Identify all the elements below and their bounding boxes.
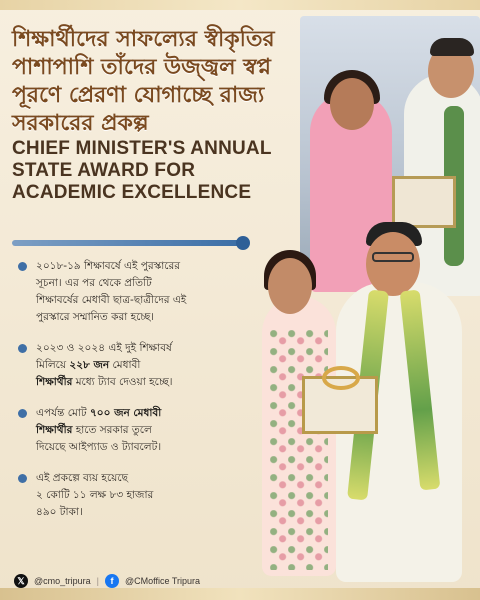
fact-highlight: ২২৮ জন: [69, 359, 110, 371]
fact-text: মিলিয়ে: [36, 359, 70, 371]
bottom-border: [0, 588, 480, 600]
bullet-icon: [18, 409, 27, 418]
fact-text: মেধাবী: [109, 359, 141, 371]
headline-line: শিক্ষার্থীদের সাফল্যের স্বীকৃতির: [12, 27, 275, 52]
fact-text: মধ্যে ট্যাব দেওয়া হচ্ছে।: [72, 376, 173, 388]
fact-item: [18, 340, 250, 391]
fact-list: [18, 258, 250, 535]
fact-highlight: শিক্ষার্থীর: [36, 424, 73, 436]
award-title: [12, 138, 312, 204]
main-photo-student-kurta: [270, 330, 328, 570]
fact-item: [18, 470, 250, 521]
fact-line: ৪৯০ টাকা।: [36, 506, 83, 518]
divider-end-dot: [236, 236, 250, 250]
fact-line: সূচনা। এর পর থেকে প্রতিটি: [36, 277, 152, 289]
award-title-line: STATE AWARD FOR: [12, 160, 196, 181]
top-photo-minister-hair: [430, 38, 474, 56]
fact-item: [18, 258, 250, 326]
x-handle-link[interactable]: @cmo_tripura: [34, 576, 91, 586]
fact-line: ২০২৩ ও ২০২৪ এই দুই শিক্ষাবর্ষ: [36, 342, 172, 354]
fact-line: ২ কোটি ১১ লক্ষ ৮৩ হাজার: [36, 489, 154, 501]
glasses-icon: [372, 252, 414, 262]
fact-highlight: ৭০০ জন মেধাবী: [89, 407, 162, 419]
fact-line: দিয়েছে আইপ্যাড ও ট্যাবলেট।: [36, 441, 162, 453]
award-title-line: ACADEMIC EXCELLENCE: [12, 182, 252, 203]
main-photo-minister-face: [366, 232, 420, 296]
fact-highlight: শিক্ষার্থীর: [36, 376, 73, 388]
gift-ribbon-icon: [322, 366, 360, 390]
top-photo-student-face: [330, 78, 374, 130]
bullet-icon: [18, 474, 27, 483]
fact-line: [36, 374, 250, 391]
section-divider: [12, 240, 242, 246]
bullet-icon: [18, 262, 27, 271]
fact-line: [36, 422, 250, 439]
fact-line: এই প্রকল্পে ব্যয় হয়েছে: [36, 472, 128, 484]
fact-line: ২০১৮-১৯ শিক্ষাবর্ষে এই পুরস্কারের: [36, 260, 181, 272]
fact-text: এপর্যন্ত মোট: [36, 407, 90, 419]
headline: [12, 26, 334, 138]
headline-line: পূরণে প্রেরণা যোগাচ্ছে রাজ্য: [12, 83, 265, 108]
fact-line: [36, 357, 250, 374]
x-logo-icon[interactable]: 𝕏: [14, 574, 28, 588]
fact-item: [18, 405, 250, 456]
fact-text: হাতে সরকার তুলে: [72, 424, 152, 436]
headline-line: সরকারের প্রকল্প: [12, 111, 149, 136]
facebook-handle-link[interactable]: @CMoffice Tripura: [125, 576, 200, 586]
fact-line: পুরস্কারে সম্মানিত করা হচ্ছে।: [36, 311, 155, 323]
facebook-icon[interactable]: f: [105, 574, 119, 588]
bullet-icon: [18, 344, 27, 353]
top-border: [0, 0, 480, 10]
headline-line: পাশাপাশি তাঁদের উজ্জ্বল স্বপ্ন: [12, 55, 272, 80]
footer-separator: |: [96, 576, 99, 586]
social-footer: [14, 574, 200, 588]
award-title-line: CHIEF MINISTER'S ANNUAL: [12, 138, 272, 159]
top-photo-gift-box: [392, 176, 456, 228]
main-photo-student-face: [268, 258, 312, 314]
fact-line: [36, 405, 250, 422]
fact-line: শিক্ষাবর্ষের মেধাবী ছাত্র-ছাত্রীদের এই: [36, 294, 187, 306]
